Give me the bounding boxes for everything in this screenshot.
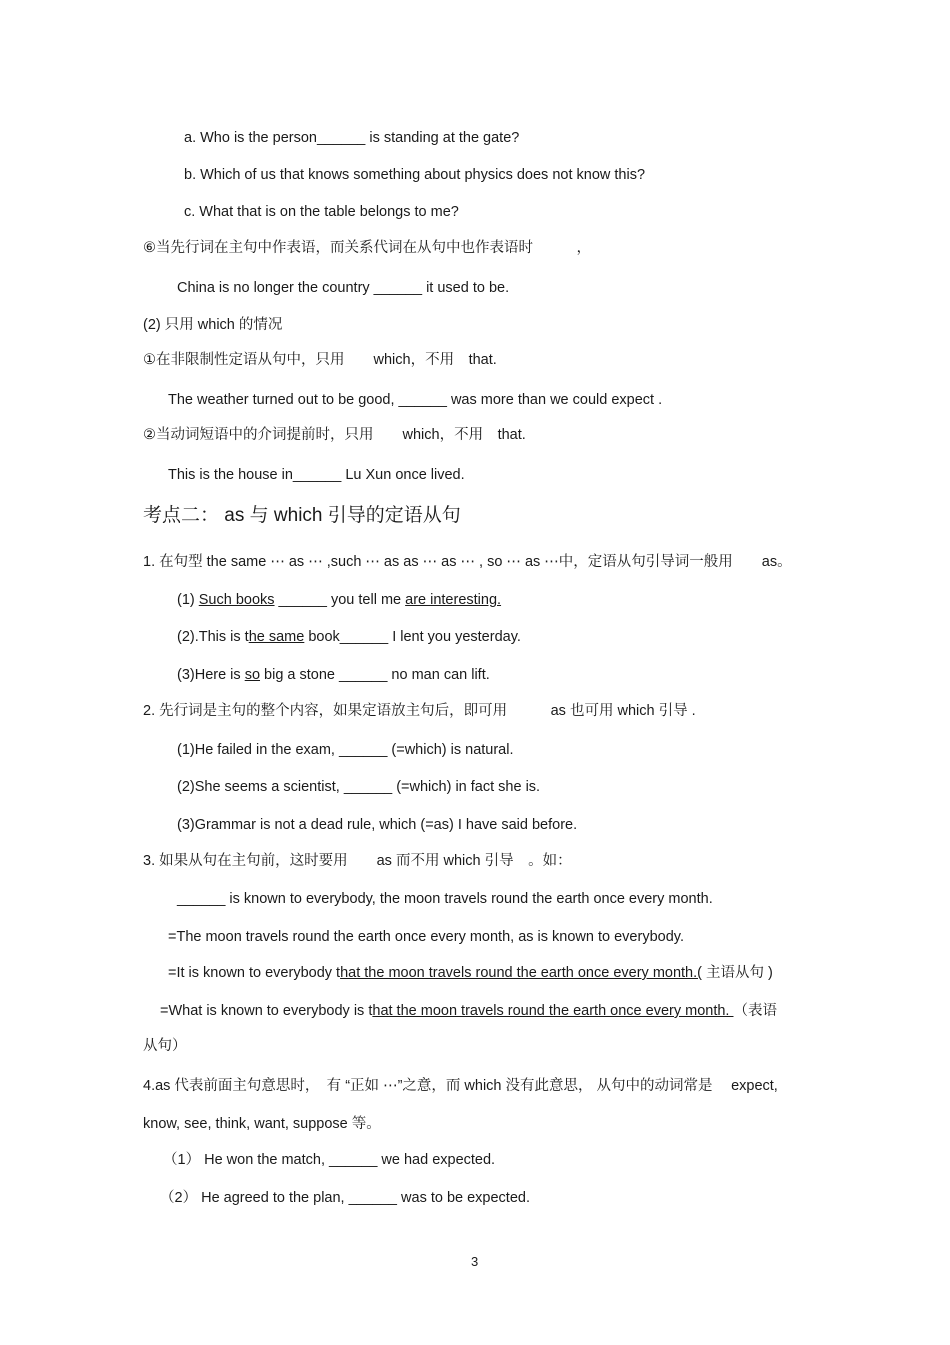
point-1-example-3 bbox=[177, 666, 490, 684]
point-3-example-4-cont: 从句） bbox=[143, 1038, 187, 1054]
underlined-text: hat the moon travels round the earth once every month.( bbox=[340, 965, 702, 981]
point-3-example-1: ______ is known to everybody, the moon travels round the earth once every month. bbox=[177, 891, 713, 907]
point-3: 3. 如果从句在主句前，这时要用 as 而不用 which 引导 。如： bbox=[143, 853, 572, 869]
rule-6: ⑥当先行词在主句中作表语，而关系代词在从句中也作表语时 ， bbox=[143, 240, 591, 256]
text: big a stone ______ no man can lift. bbox=[260, 667, 490, 683]
point-4: 4.as 代表前面主句意思时， 有 “正如 ⋯”之意，而 which 没有此意思， 从句中的动词常是 expect, bbox=[143, 1078, 778, 1094]
point-1-example-2 bbox=[177, 628, 521, 646]
rule-2-1-example: The weather turned out to be good, ______ was more than we could expect . bbox=[168, 392, 663, 408]
point-4-example-2: （2） He agreed to the plan, ______ was to be expected. bbox=[160, 1190, 530, 1206]
text: (3)Here is bbox=[177, 667, 245, 683]
point-2-example-2: (2)She seems a scientist, ______ (=which) in fact she is. bbox=[177, 779, 541, 795]
point-3-example-2: =The moon travels round the earth once every month, as is known to everybody. bbox=[168, 929, 684, 945]
underlined-text: so bbox=[244, 667, 261, 683]
point-4-cont: know, see, think, want, suppose 等。 bbox=[143, 1116, 381, 1132]
rule-2-2-example: This is the house in______ Lu Xun once lived. bbox=[168, 467, 465, 483]
rule-2-2: ②当动词短语中的介词提前时，只用 which，不用 that. bbox=[143, 427, 526, 443]
page-number: 3 bbox=[471, 1254, 479, 1269]
section-2-title: (2) 只用 which 的情况 bbox=[143, 317, 283, 333]
point-3-example-3 bbox=[168, 964, 773, 982]
rule-2-1: ①在非限制性定语从句中，只用 which，不用 that. bbox=[143, 352, 497, 368]
text: ______ you tell me bbox=[274, 592, 406, 608]
underlined-text: are interesting. bbox=[405, 592, 502, 608]
example-c: c. What that is on the table belongs to me? bbox=[184, 204, 459, 220]
text: =What is known to everybody is t bbox=[160, 1003, 373, 1019]
point-2: 2. 先行词是主句的整个内容，如果定语放主句后，即可用 as 也可用 which 引导 . bbox=[143, 703, 696, 719]
point-2-example-1: (1)He failed in the exam, ______ (=which) is natural. bbox=[177, 742, 514, 758]
text: （表语 bbox=[733, 1003, 777, 1019]
text: =It is known to everybody t bbox=[168, 965, 341, 981]
point-2-example-3: (3)Grammar is not a dead rule, which (=as) I have said before. bbox=[177, 817, 578, 833]
section-heading: 考点二： as 与 which 引导的定语从句 bbox=[143, 505, 461, 526]
text: book______ I lent you yesterday. bbox=[304, 629, 521, 645]
example-b: b. Which of us that knows something about physics does not know this? bbox=[184, 167, 646, 183]
text: (2).This is t bbox=[177, 629, 249, 645]
example-a: a. Who is the person______ is standing at the gate? bbox=[184, 130, 520, 146]
point-1-example-1 bbox=[177, 591, 501, 609]
underlined-text: Such books bbox=[198, 592, 275, 608]
point-4-example-1: （1） He won the match, ______ we had expected. bbox=[163, 1152, 496, 1168]
point-1: 1. 在句型 the same ⋯ as ⋯ ,such ⋯ as as ⋯ as ⋯ , so ⋯ as ⋯中，定语从句引导词一般用 as。 bbox=[143, 554, 792, 570]
text: 主语从句 ) bbox=[701, 965, 773, 981]
rule-6-example: China is no longer the country ______ it used to be. bbox=[177, 280, 510, 296]
underlined-text: hat the moon travels round the earth once every month. bbox=[372, 1003, 734, 1019]
point-3-example-4 bbox=[160, 1002, 777, 1020]
underlined-text: he same bbox=[248, 629, 305, 645]
text: (1) bbox=[177, 592, 199, 608]
